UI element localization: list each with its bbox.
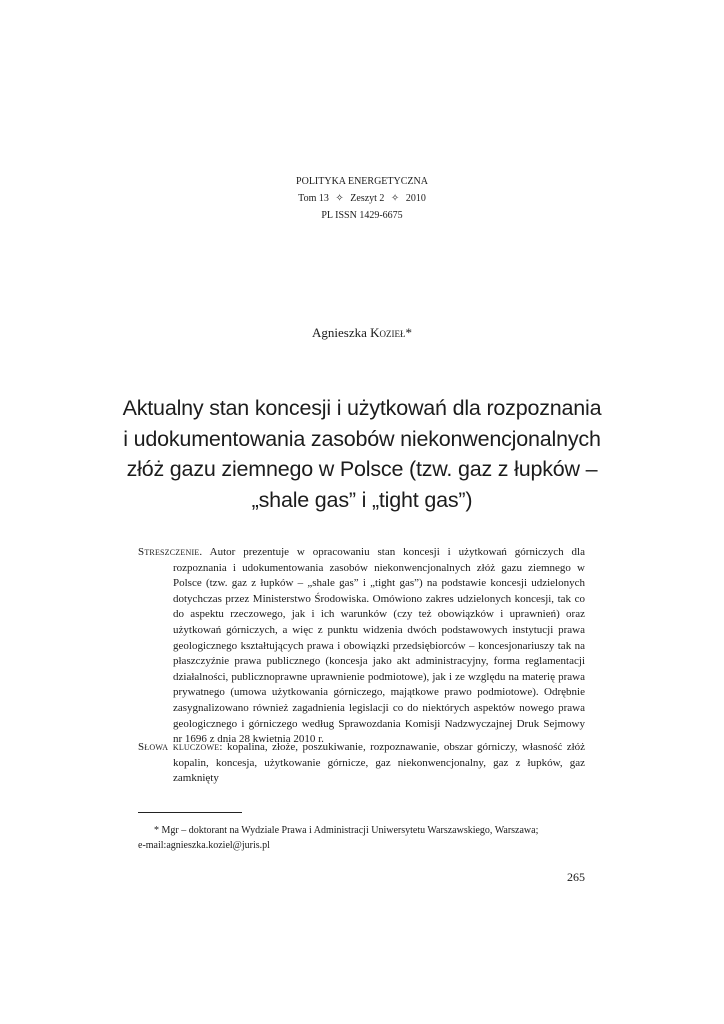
- footnote: [138, 823, 585, 853]
- journal-year: 2010: [405, 193, 426, 204]
- footnote-divider: [138, 812, 242, 813]
- diamond-separator-icon: ✧: [390, 193, 400, 204]
- author-line: [0, 325, 724, 341]
- footnote-line-1: [138, 823, 585, 838]
- footnote-affiliation: Mgr – doktorant na Wydziale Prawa i Administracji Uniwersytetu Warszawskiego, Warszawa;: [161, 825, 539, 836]
- footnote-email: e-mail:agnieszka.koziel@juris.pl: [138, 840, 270, 851]
- footnote-marker: *: [154, 825, 159, 836]
- abstract: [138, 545, 585, 748]
- journal-issn: PL ISSN 1429-6675: [321, 210, 403, 221]
- title-line: i udokumentowania zasobów niekonwencjonalnych: [123, 426, 601, 451]
- title-line: „shale gas” i „tight gas”): [251, 487, 473, 512]
- journal-issue: Zeszyt 2: [350, 193, 385, 204]
- title-line: Aktualny stan koncesji i użytkowań dla rozpoznania: [122, 396, 602, 420]
- journal-header: [0, 173, 724, 224]
- title-line: złóż gazu ziemnego w Polsce (tzw. gaz z łupków –: [126, 457, 598, 481]
- author-last-name: Kozieł: [370, 325, 406, 340]
- author-footnote-marker: *: [405, 325, 412, 340]
- diamond-separator-icon: ✧: [335, 193, 344, 204]
- page-number: 265: [567, 870, 585, 884]
- paper-title: [110, 393, 614, 515]
- keywords-text: kopalina, złoże, poszukiwanie, rozpoznawanie, obszar górniczy, własność złóż kopalin, koncesja, użytkowanie górnicze, gaz niekonwencjonalny, gaz z łupków, gaz zamknięty: [173, 741, 586, 785]
- abstract-text: Autor prezentuje w opracowaniu stan koncesji i użytkowań górniczych dla rozpoznania i udokumentowania zasobów niekonwencjonalnych złóż gazu ziemnego w Polsce (tzw. gaz z łupków – „shale gas” i „tight gas”) na podstawie koncesji udzielonych dotychczas przez Ministerstwo Środowiska. Omówiono zakres udzielonych koncesji, tak co do aspektu rzeczowego, jak i ich warunków (czy też obowiązków i uprawnień) oraz użytkowań górniczych, a więc z punktu widzenia dwóch podstawowych instytucji prawa geologicznego kształtujących prawa i obowiązki przedsiębiorców – koncesjonariuszy tak na płaszczyźnie prawa publicznego (koncesja jako akt administracyjny, forma reglamentacji działalności, publicznoprawne uprawnienie podmiotowe), jak i ze względu na materię prawa prywatnego (umowa użytkowania górniczego, majątkowe prawo podmiotowe). Odrębnie zasygnalizowano również zagadnienia legislacji co do niektórych aspektów nowego prawa geologicznego i górniczego według Sprawozdania Komisji Nadzwyczajnej Druk Sejmowy nr 1696 z dnia 28 kwietnia 2010 r.: [173, 546, 585, 746]
- keywords: [138, 740, 585, 787]
- journal-volume-line: [0, 190, 724, 207]
- journal-name: POLITYKA ENERGETYCZNA: [296, 176, 428, 187]
- journal-volume: Tom 13: [298, 193, 329, 204]
- keywords-label: Słowa kluczowe:: [138, 741, 223, 753]
- author-first-name: Agnieszka: [311, 325, 367, 340]
- abstract-label: Streszczenie.: [138, 546, 203, 558]
